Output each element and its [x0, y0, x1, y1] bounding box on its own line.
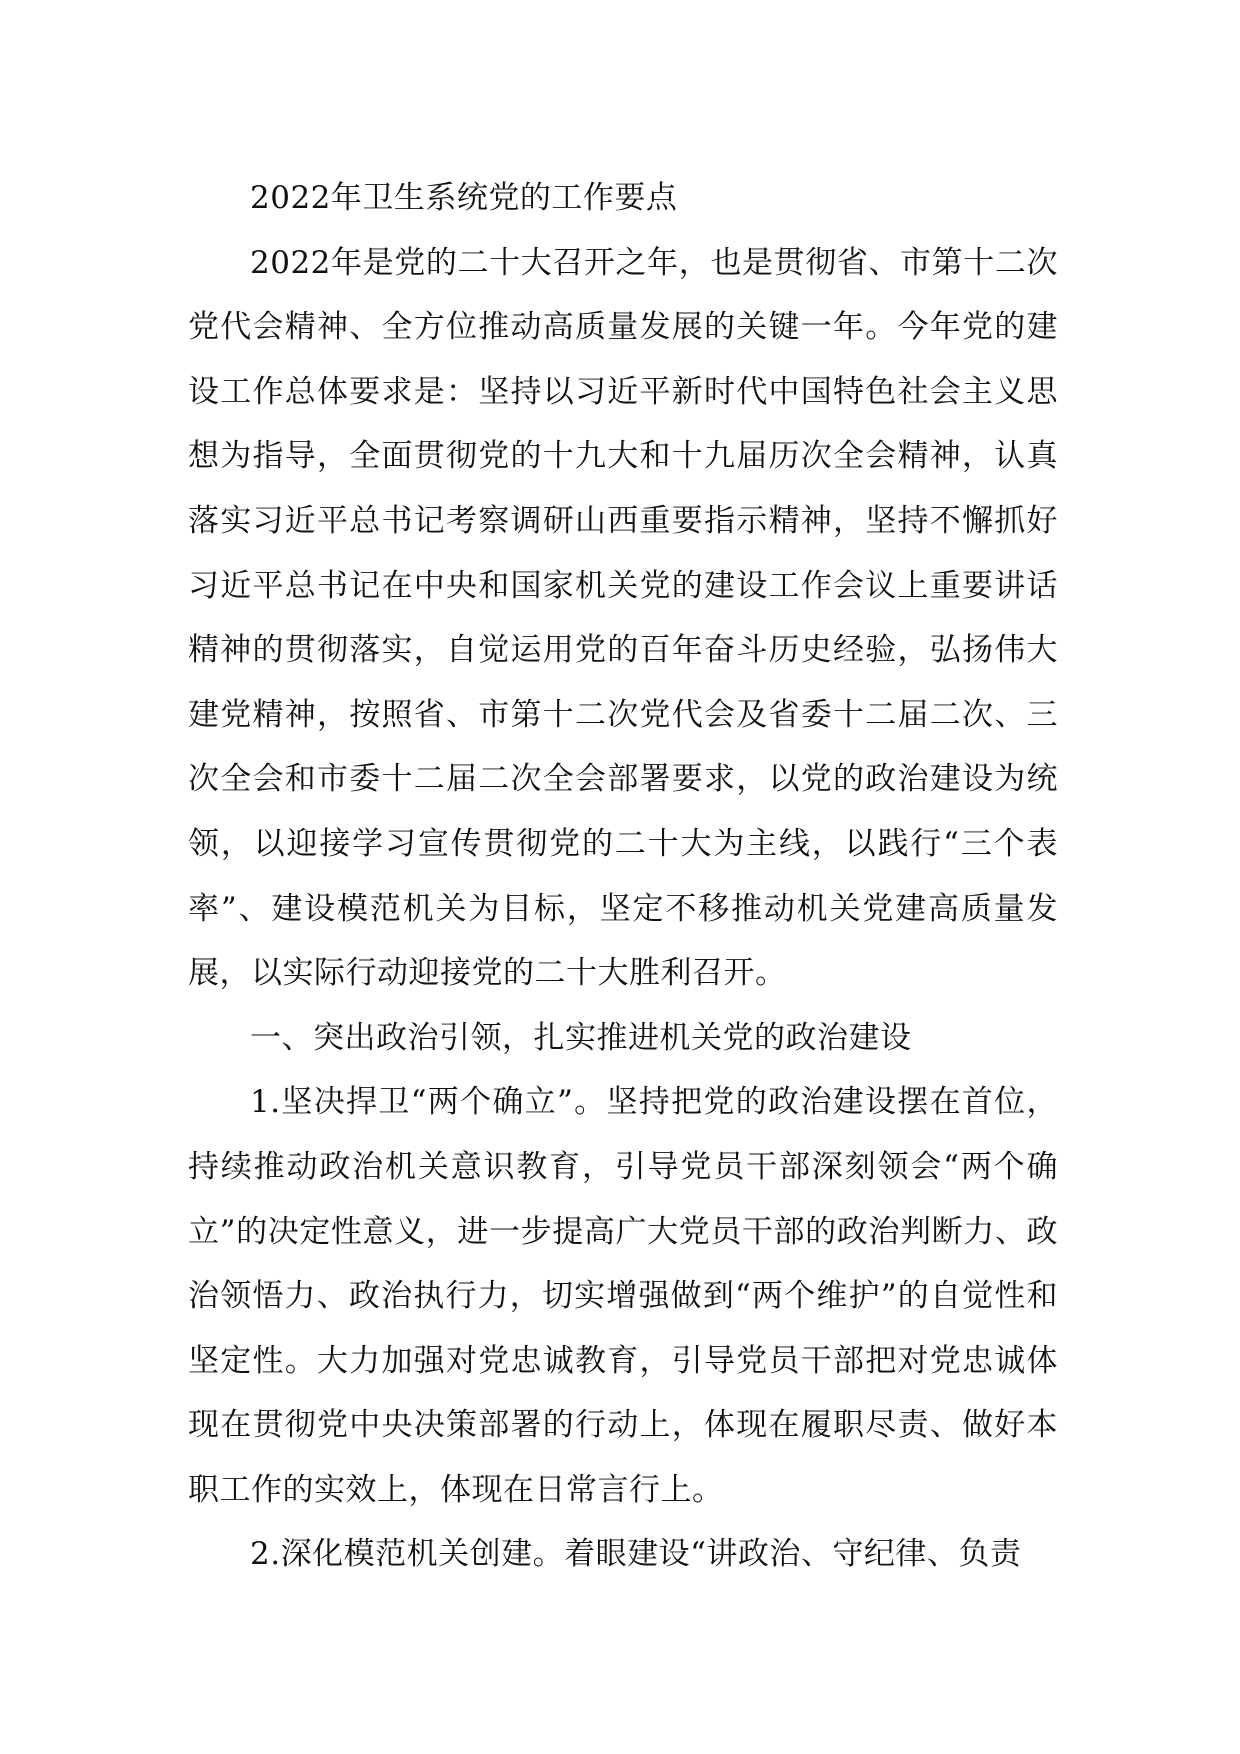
document-title: 2022年卫生系统党的工作要点 [250, 180, 678, 216]
item-paragraph-2: 2.深化模范机关创建。着眼建设“讲政治、守纪律、负责 [250, 1536, 1022, 1573]
document-body [188, 166, 1058, 1587]
section-heading: 一、突出政治引领，扎实推进机关党的政治建设 [250, 1019, 912, 1056]
item-paragraph-1: 1.坚决捍卫“两个确立”。坚持把党的政治建设摆在首位，持续推动政治机关意识教育，引导党员干部深刻领会“两个确立”的决定性意义，进一步提高广大党员干部的政治判断力、政治领悟力、政治执行力，切实增强做到“两个维护”的自觉性和坚定性。大力加强对党忠诚教育，引导党员干部把对党忠诚体现在贯彻党中央决策部署的行动上，体现在履职尽责、做好本职工作的实效上，体现在日常言行上。 [188, 1084, 1058, 1508]
intro-paragraph: 2022年是党的二十大召开之年，也是贯彻省、市第十二次党代会精神、全方位推动高质量发展的关键一年。今年党的建设工作总体要求是：坚持以习近平新时代中国特色社会主义思想为指导，全面贯彻党的十九大和十九届历次全会精神，认真落实习近平总书记考察调研山西重要指示精神，坚持不懈抓好习近平总书记在中央和国家机关党的建设工作会议上重要讲话精神的贯彻落实，自觉运用党的百年奋斗历史经验，弘扬伟大建党精神，按照省、市第十二次党代会及省委十二届二次、三次全会和市委十二届二次全会部署要求，以党的政治建设为统领，以迎接学习宣传贯彻党的二十大为主线，以践行“三个表率”、建设模范机关为目标，坚定不移推动机关党建高质量发展，以实际行动迎接党的二十大胜利召开。 [188, 244, 1058, 992]
